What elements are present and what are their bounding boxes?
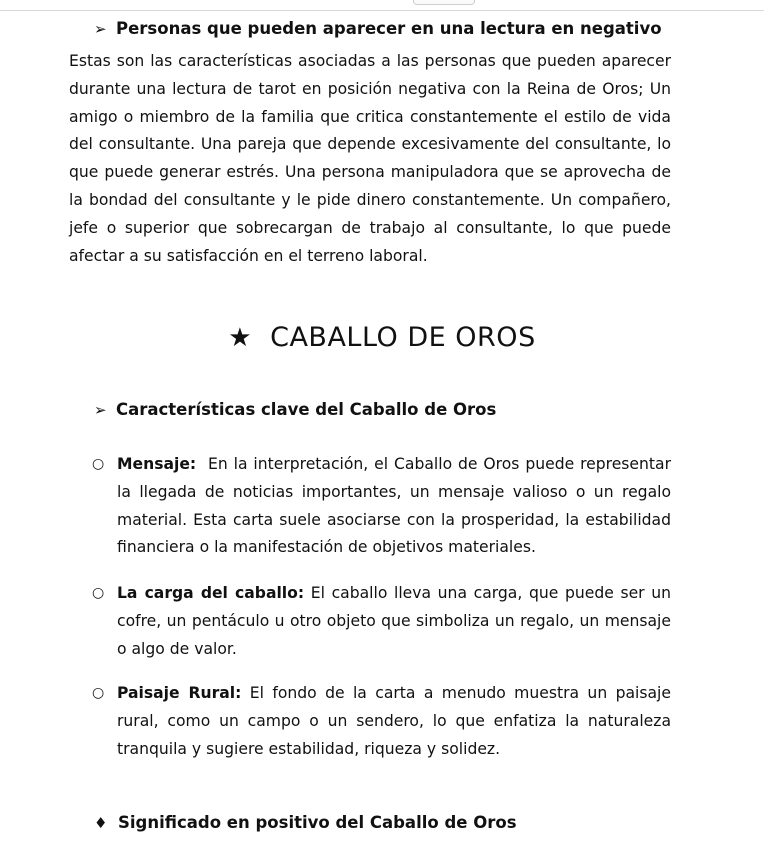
list-item bbox=[92, 580, 671, 663]
card-title bbox=[0, 322, 764, 353]
list-item-body: El fondo de la carta a menudo muestra un paisaje rural, como un campo o un sendero, lo que enfatiza la naturaleza tranquila y sugiere estabilidad, riqueza y solidez. bbox=[117, 684, 671, 758]
circle-bullet-icon: ○ bbox=[92, 456, 105, 472]
circle-bullet-icon: ○ bbox=[92, 585, 105, 601]
list-item-body: El caballo lleva una carga, que puede ser un cofre, un pentáculo u otro objeto que simboliza un regalo, un mensaje o algo de valor. bbox=[117, 584, 671, 658]
card-title-text: CABALLO DE OROS bbox=[270, 322, 536, 353]
circle-bullet-icon: ○ bbox=[92, 685, 105, 701]
heading-text: Características clave del Caballo de Oros bbox=[116, 400, 497, 419]
list-item-term: La carga del caballo: bbox=[117, 584, 305, 602]
list-item-term: Mensaje: bbox=[117, 455, 197, 473]
diamond-bullet-icon: ♦ bbox=[94, 813, 108, 832]
list-item-text bbox=[117, 580, 671, 663]
negative-people-paragraph: Estas son las características asociadas a las personas que pueden aparecer durante una lectura de tarot en posición negativa con la Reina de Oros; Un amigo o miembro de la familia que critica constantemente el estilo de vida del consultante. Una pareja que depende excesivamente del consultante, lo que puede generar estrés. Una persona manipuladora que se aprovecha de la bondad del consultante y le pide dinero constantemente. Un compañero, jefe o superior que sobrecargan de trabajo al consultante, lo que puede afectar a su satisfacción en el terreno laboral. bbox=[69, 52, 671, 265]
heading-text: Personas que pueden aparecer en una lectura en negativo bbox=[116, 19, 662, 38]
arrow-bullet-icon: ➢ bbox=[94, 400, 107, 419]
arrow-bullet-icon: ➢ bbox=[94, 19, 107, 38]
list-item bbox=[92, 680, 671, 763]
list-item-body: En la interpretación, el Caballo de Oros puede representar la llegada de noticias importantes, un mensaje valioso o un regalo material. Esta carta suele asociarse con la prosperidad, la estabilidad financiera o la manifestación de objetivos materiales. bbox=[117, 455, 671, 557]
list-item-text bbox=[117, 451, 671, 562]
heading-text: Significado en positivo del Caballo de Oros bbox=[118, 813, 517, 832]
star-icon: ★ bbox=[228, 323, 253, 353]
list-item bbox=[92, 451, 671, 562]
list-item-text bbox=[117, 680, 671, 763]
list-item-term: Paisaje Rural: bbox=[117, 684, 242, 702]
heading-key-features bbox=[94, 400, 496, 419]
heading-positive-meaning bbox=[94, 813, 517, 832]
heading-negative-people bbox=[94, 19, 662, 38]
